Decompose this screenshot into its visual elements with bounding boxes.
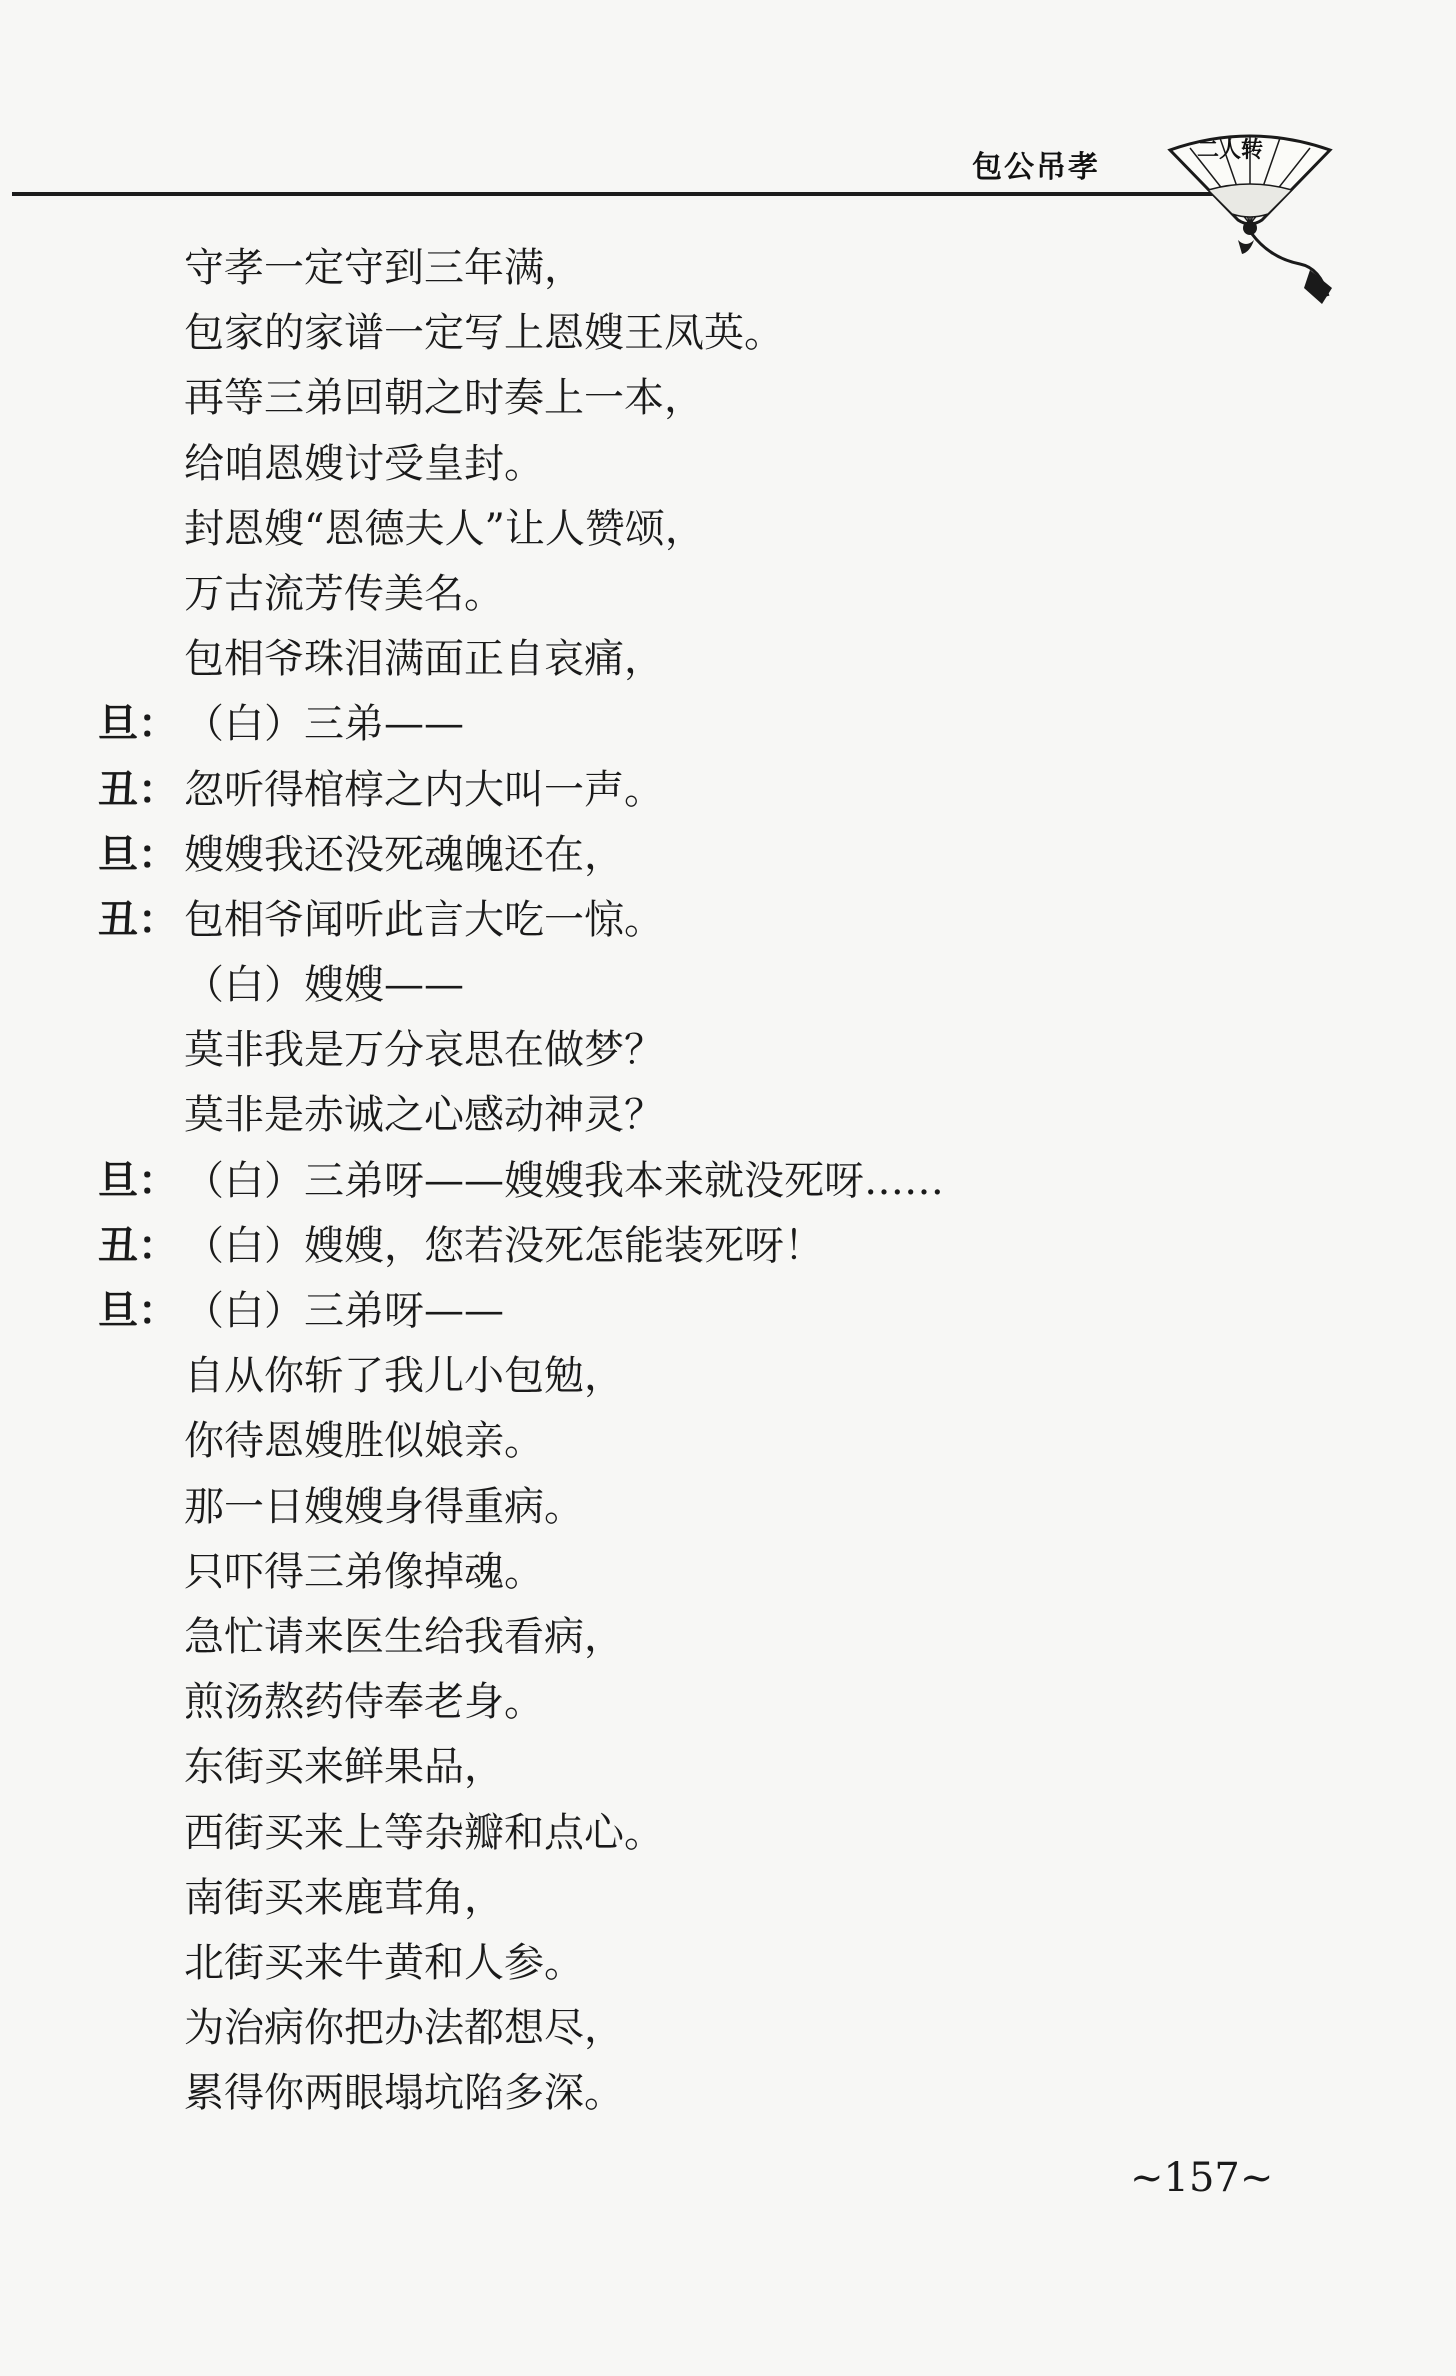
script-line: [0, 1996, 1456, 2061]
line-text: （白）嫂嫂——: [184, 962, 464, 1009]
script-line: [0, 236, 1456, 301]
page-number: ~157~: [1130, 2155, 1274, 2201]
line-text: 西街买来上等杂瓣和点心。: [184, 1809, 664, 1856]
line-text: 嫂嫂我还没死魂魄还在，: [184, 831, 624, 878]
running-head-title: 包公吊孝: [972, 150, 1100, 185]
role-marker: 丑：: [98, 766, 178, 813]
line-text: 封恩嫂“恩德夫人”让人赞颂，: [184, 505, 705, 552]
script-line: [0, 366, 1456, 431]
script-line: [0, 1409, 1456, 1474]
script-line: [0, 1670, 1456, 1735]
line-text: 忽听得棺椁之内大叫一声。: [184, 766, 664, 813]
script-line: [0, 1149, 1456, 1214]
line-text: 你待恩嫂胜似娘亲。: [184, 1418, 544, 1465]
script-line: [0, 1735, 1456, 1800]
script-line: [0, 888, 1456, 953]
line-text: 给咱恩嫂讨受皇封。: [184, 440, 544, 487]
line-text: 莫非是赤诚之心感动神灵？: [184, 1092, 664, 1139]
line-text: 煎汤熬药侍奉老身。: [184, 1679, 544, 1726]
script-line: [0, 1475, 1456, 1540]
line-text: 自从你斩了我儿小包勉，: [184, 1353, 624, 1400]
line-text: 包相爷闻听此言大吃一惊。: [184, 896, 664, 943]
script-line: [0, 301, 1456, 366]
line-text: 莫非我是万分哀思在做梦？: [184, 1027, 664, 1074]
line-text: 累得你两眼塌坑陷多深。: [184, 2070, 624, 2117]
script-line: [0, 562, 1456, 627]
script-line: [0, 823, 1456, 888]
line-text: 为治病你把办法都想尽，: [184, 2005, 624, 2052]
role-marker: 丑：: [98, 896, 178, 943]
script-line: [0, 1866, 1456, 1931]
script-text: [0, 236, 1456, 2126]
line-text: 包家的家谱一定写上恩嫂王凤英。: [184, 310, 784, 357]
script-line: [0, 1605, 1456, 1670]
script-line: [0, 432, 1456, 497]
line-text: 再等三弟回朝之时奏上一本，: [184, 375, 704, 422]
line-text: 那一日嫂嫂身得重病。: [184, 1483, 584, 1530]
fan-emblem-label: 二人转: [1196, 138, 1263, 163]
line-text: 守孝一定守到三年满，: [184, 245, 584, 291]
line-text: 南街买来鹿茸角，: [184, 1874, 504, 1921]
line-text: 万古流芳传美名。: [184, 570, 504, 617]
line-text: （白）三弟呀——: [184, 1288, 504, 1334]
script-line: [0, 758, 1456, 823]
script-line: [0, 1279, 1456, 1344]
script-line: [0, 2061, 1456, 2126]
role-marker: 丑：: [98, 1222, 178, 1269]
script-line: [0, 692, 1456, 757]
line-text: （白）三弟呀——嫂嫂我本来就没死呀……: [184, 1157, 944, 1204]
script-line: [0, 1344, 1456, 1409]
script-line: [0, 1018, 1456, 1083]
line-text: （白）嫂嫂，您若没死怎能装死呀！: [184, 1222, 824, 1269]
role-marker: 旦：: [98, 701, 178, 748]
line-text: 东街买来鲜果品，: [184, 1744, 504, 1791]
header-rule: [12, 192, 1270, 196]
line-text: 只吓得三弟像掉魂。: [184, 1548, 544, 1595]
role-marker: 旦：: [98, 1288, 178, 1334]
script-line: [0, 1083, 1456, 1148]
line-text: （白）三弟——: [184, 701, 464, 748]
script-line: [0, 953, 1456, 1018]
script-line: [0, 1214, 1456, 1279]
script-line: [0, 627, 1456, 692]
role-marker: 旦：: [98, 1157, 178, 1204]
line-text: 北街买来牛黄和人参。: [184, 1939, 584, 1986]
script-line: [0, 1801, 1456, 1866]
role-marker: 旦：: [98, 831, 178, 878]
line-text: 包相爷珠泪满面正自哀痛，: [184, 636, 664, 683]
script-line: [0, 1540, 1456, 1605]
script-line: [0, 497, 1456, 562]
script-line: [0, 1931, 1456, 1996]
line-text: 急忙请来医生给我看病，: [184, 1613, 624, 1660]
